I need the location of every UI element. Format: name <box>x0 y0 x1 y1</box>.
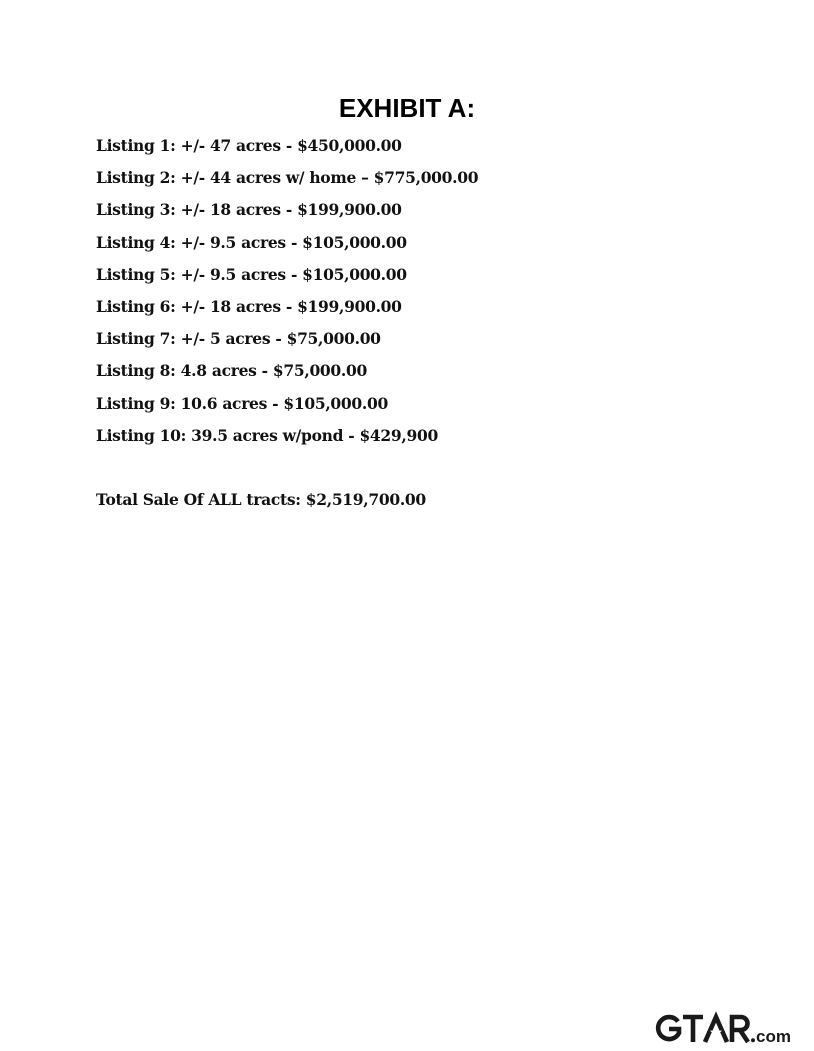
page-title: EXHIBIT A: <box>338 93 476 123</box>
listing-item-2: Listing 2: +/- 44 acres w/ home – $775,000.00 <box>96 168 479 188</box>
gtar-logo <box>652 1009 814 1047</box>
listing-item-3: Listing 3: +/- 18 acres - $199,900.00 <box>96 200 402 220</box>
listing-item-4: Listing 4: +/- 9.5 acres - $105,000.00 <box>96 232 407 252</box>
listing-item-9: Listing 9: 10.6 acres - $105,000.00 <box>96 393 388 413</box>
listing-item-8: Listing 8: 4.8 acres - $75,000.00 <box>96 361 367 381</box>
listing-item-10: Listing 10: 39.5 acres w/pond - $429,900 <box>96 425 438 445</box>
svg-text:com: com <box>756 1027 791 1046</box>
listing-item-5: Listing 5: +/- 9.5 acres - $105,000.00 <box>96 264 407 284</box>
listing-item-6: Listing 6: +/- 18 acres - $199,900.00 <box>96 296 402 316</box>
total-sale-line: Total Sale Of ALL tracts: $2,519,700.00 <box>96 490 426 509</box>
listing-list <box>96 133 478 455</box>
gtar-logo-graphic <box>652 1009 814 1047</box>
listing-item-7: Listing 7: +/- 5 acres - $75,000.00 <box>96 329 381 349</box>
listing-item-1: Listing 1: +/- 47 acres - $450,000.00 <box>96 136 402 155</box>
